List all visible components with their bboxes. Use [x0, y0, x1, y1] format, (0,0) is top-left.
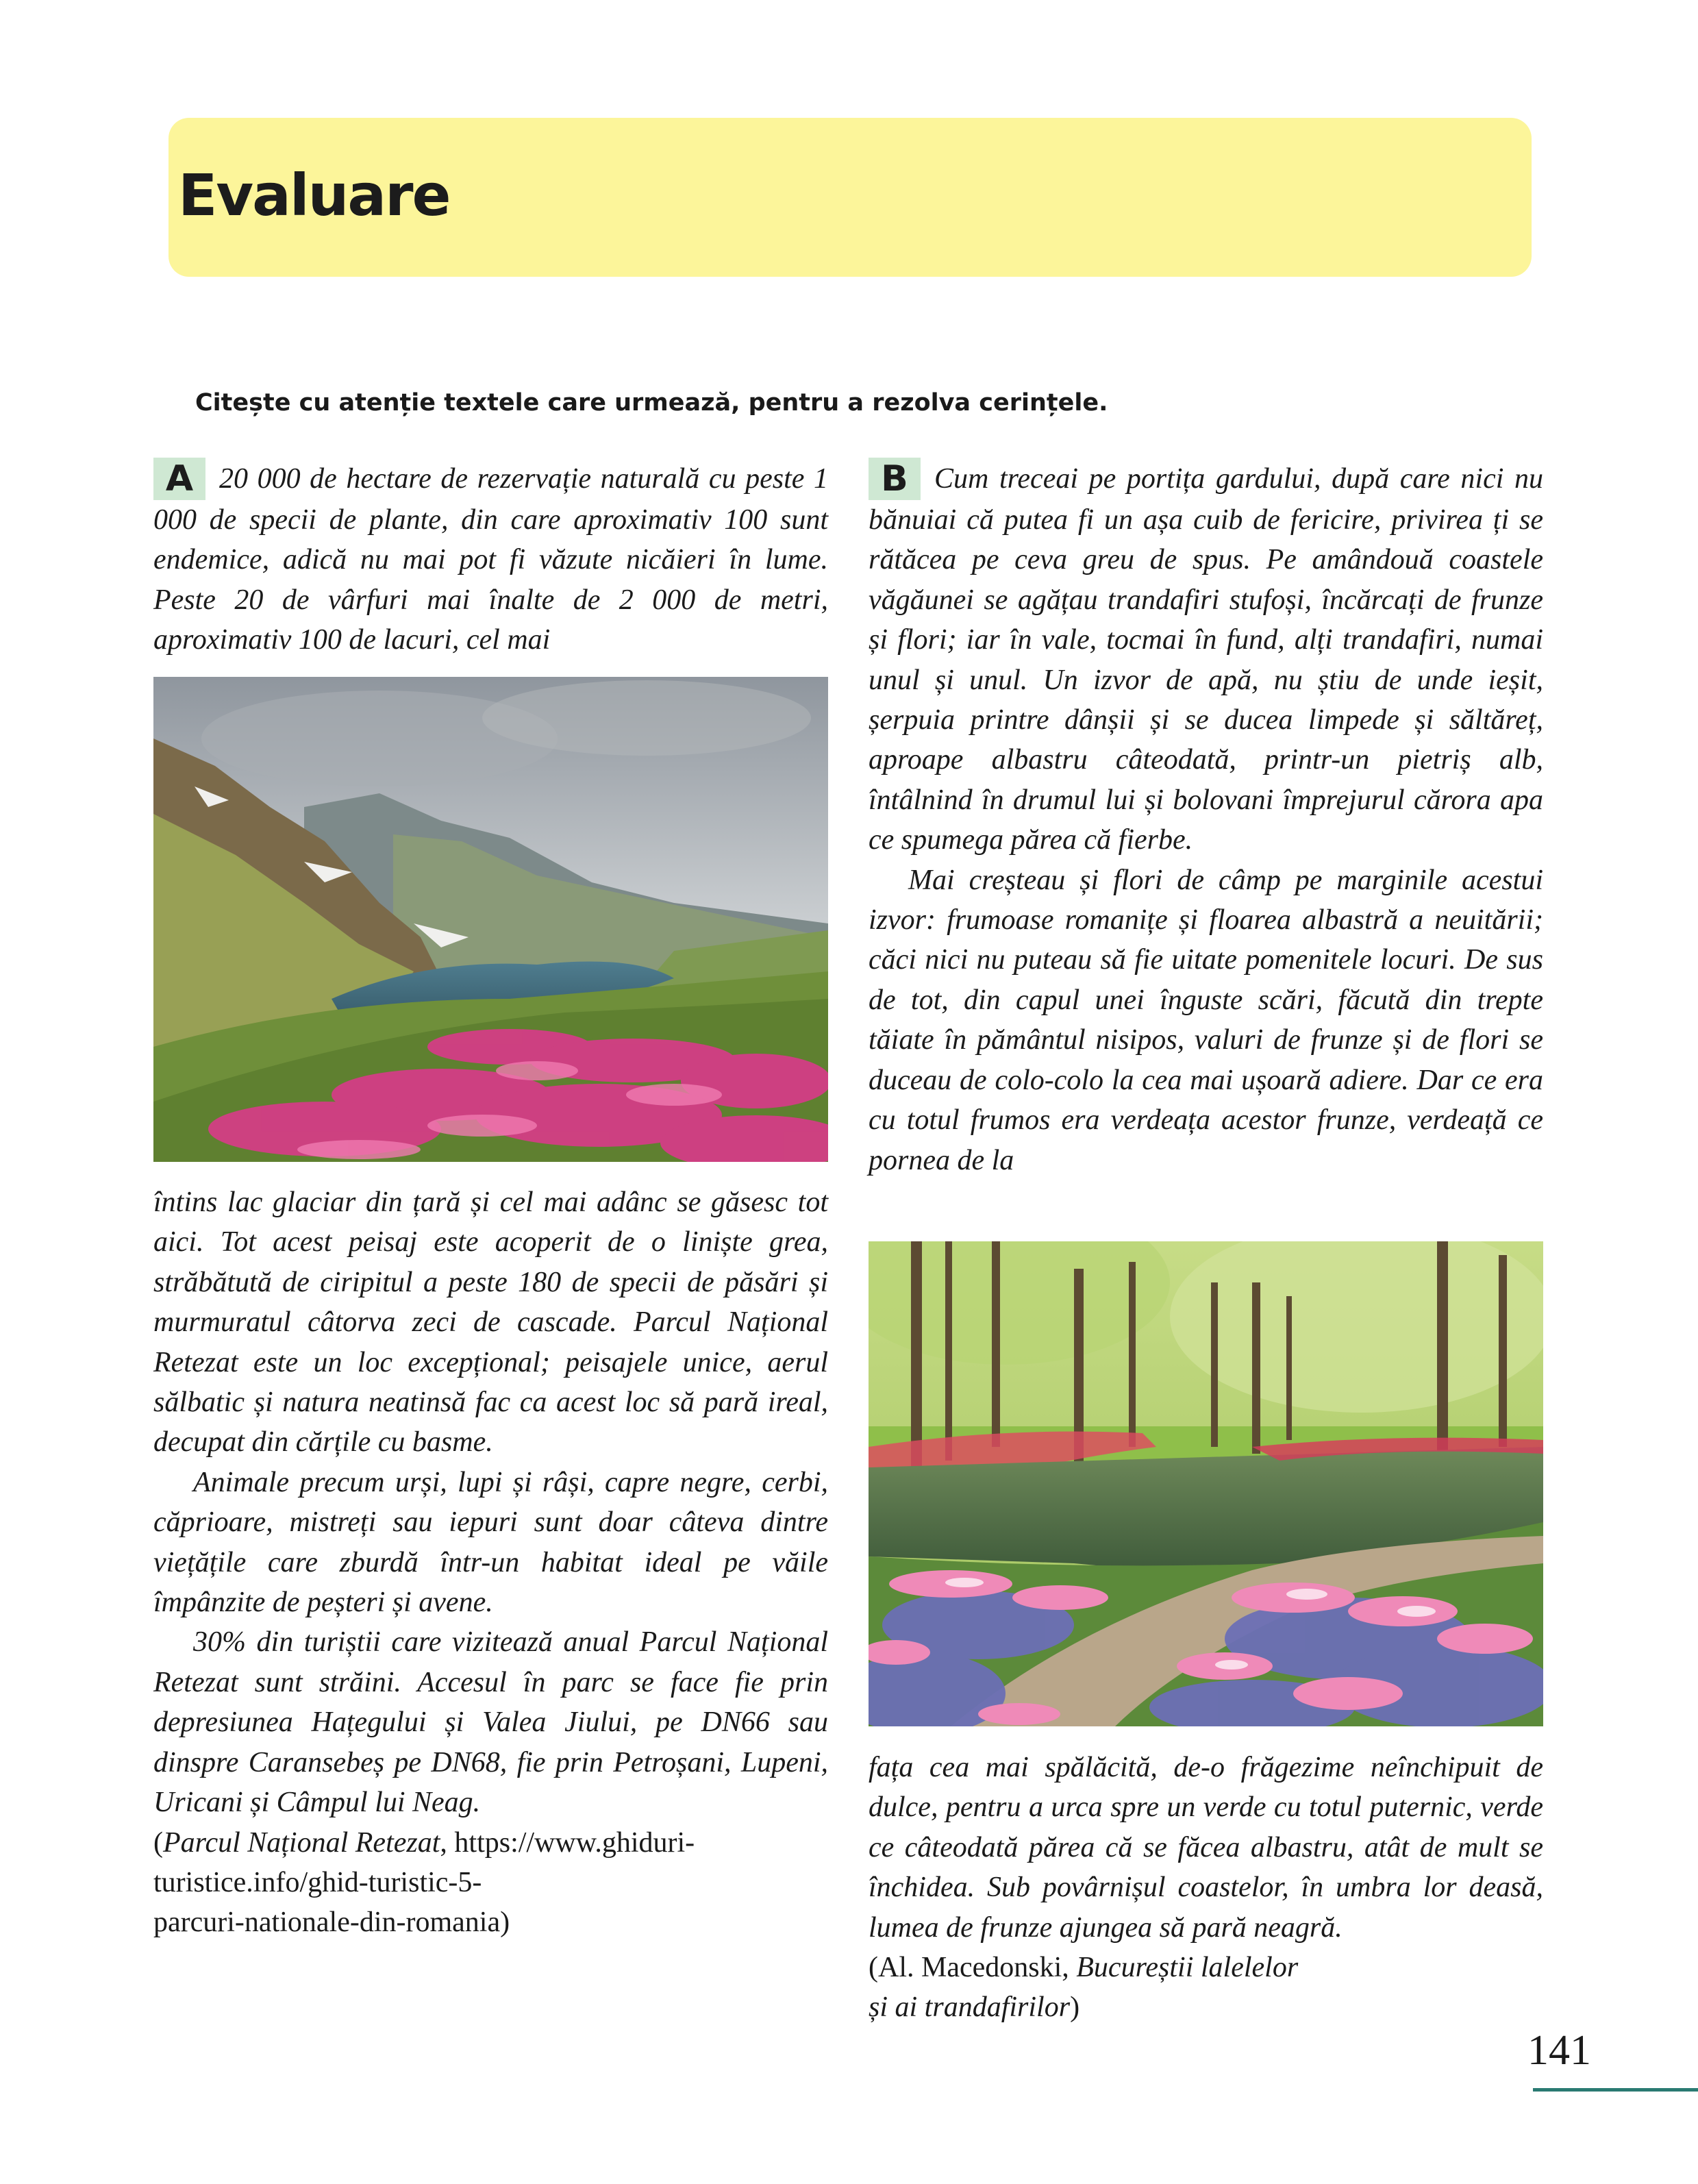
text-b-paragraph-2-end: fața cea mai spălăcită, de-o frăgezime neînchipuit de dulce, pentru a urca spre un verde cu totul puternic, verde ce câteodată părea că se făcea albastru, atât de mult se închidea. Sub povârnișul coastelor, în umbra lor deasă, lumea de frunze ajungea să pară neagră. [869, 1752, 1543, 1944]
text-b-source-title-2: și ai trandafirilor [869, 1991, 1071, 2024]
text-a-paragraph-1-start: 20 000 de hectare de rezervație naturală cu peste 1 000 de specii de plante, din care aproximativ 100 sunt endemice, adică nu mai pot fi văzute nicăieri în lume. Peste 20 de vârfuri mai înalte de 2 000 de metri, aproximativ 100 de lacuri, cel mai [153, 463, 828, 656]
text-a-badge: A [153, 458, 205, 500]
page-title: Evaluare [178, 162, 450, 229]
text-b-bottom [869, 1748, 1543, 2028]
text-a-paragraph-1-end: întins lac glaciar din țară și cel mai adânc se găsesc tot aici. Tot acest peisaj este acoperit de o liniște grea, străbătută de ciripitul a peste 180 de specii de păsări și murmuratul câtorva zeci de cascade. Parcul Național Retezat este un loc excepțional; peisajele unice, aerul sălbatic și natura neatinsă fac ca acest loc să pară ireal, decupat din cărțile cu basme. [153, 1187, 828, 1459]
title-box [168, 118, 1532, 277]
text-b-source-title-1: Bucureștii lalelelor [1076, 1952, 1299, 1984]
text-a-source: (Parcul Național Retezat, https://www.ghiduri- turistice.info/ghid-turistic-5- parcuri-nationale-din-romania) [153, 1826, 695, 1939]
page-number: 141 [1527, 2027, 1591, 2074]
text-b-paragraph-1: Cum treceai pe portița gardului, după care nici nu bănuiai că putea fi un așa cuib de fericire, privirea ți se rătăcea pe ceva greu de spus. Pe amândouă coastele văgăunei se agățau trandafiri stufoși, încărcați de frunze și flori; iar în vale, tocmai în fund, alți trandafiri, numai unul și unul. Un izvor de apă, nu știu de unde ieșit, șerpuia printre dânșii și se ducea limpede și săltăreț, aproape albastru câteodată, printr-un pietriș alb, întâlnind în drumul lui și bolovani împrejurul cărora apa ce spumega părea că fierbe. [869, 463, 1543, 856]
text-a-paragraph-2: Animale precum urși, lupi și râși, capre negre, cerbi, căprioare, mistreți sau iepuri sunt doar câteva dintre viețățile care zburdă într-un habitat ideal pe văile împânzite de peșteri și avene. [153, 1466, 828, 1619]
text-a-top [153, 458, 828, 660]
tulip-garden-photo [869, 1241, 1543, 1726]
page-number-rule [1533, 2088, 1698, 2092]
text-b-source: (Al. Macedonski, Bucureștii lalelelor și ai trandafirilor) [869, 1952, 1299, 2024]
text-b-badge: B [869, 458, 921, 500]
text-a-paragraph-3: 30% din turiștii care vizitează anual Parcul Național Retezat sunt străini. Accesul în parc se face fie prin depresiunea Hațegului și Valea Jiului, pe DN66 sau dinspre Caransebeș pe DN68, fie prin Petroșani, Lupeni, Uricani și Câmpul lui Neag. [153, 1626, 828, 1819]
text-b-paragraph-2-start: Mai creșteau și flori de câmp pe marginile acestui izvor: frumoase romanițe și floarea albastră a neuitării; căci nici nu puteau să fie uitate pomenitele locuri. De sus de tot, din capul unei înguste scări, făcută din trepte tăiate în pământul nisipos, valuri de frunze și de flori se duceau de colo-colo la cea mai ușoară adiere. Dar ce era cu totul frumos era verdeața acestor frunze, verdeață ce pornea de la [869, 864, 1543, 1176]
text-a-bottom [153, 1182, 828, 1943]
instruction-text: Citește cu atenție textele care urmează, pentru a rezolva cerințele. [195, 389, 1108, 417]
mountain-lake-photo [153, 677, 828, 1162]
text-b-top [869, 458, 1543, 1180]
text-a-source-title: Parcul Național Retezat [163, 1826, 440, 1859]
